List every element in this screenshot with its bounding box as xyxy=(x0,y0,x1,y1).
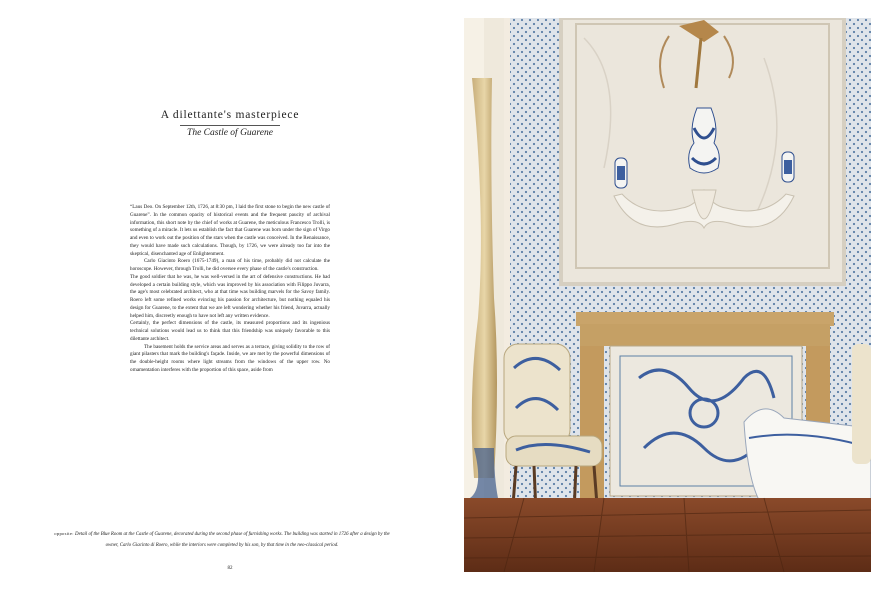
paragraph: The good soldier that he was, he was well-versed in the art of defensive constructions. He had developed a certain building style, which was improved by his association with Filippo Juvarra, the age's most celebrated architect, who at that time was building marvels for the Savoy family. Roero left some refined works evincing his passion for architecture, but nothing equaled his design for Guarene, to the extent that we are left wondering whether his friend, Juvarra, actually helped him, discreetly enough to have not left any written evidence. xyxy=(130,273,330,319)
caption-lead: opposite: xyxy=(54,531,74,536)
paragraph: “Laus Deo. On September 12th, 1726, at 8:30 pm, I laid the first stone to begin the new castle of Guarene”. In the common opacity of historical events and the frequent paucity of archival information, this short note by the chief of works at Guarene, the meticulous Francesco Trolli, is something of a miracle. It lets us establish the fact that Guarene was born under the sign of Virgo and even to work out the position of the stars when the castle was conceived. In the Renaissance, they would have made such calculations. Though, by 1726, we were already too far into the skeptical, disenchanted age of Enlightenment. xyxy=(130,204,330,257)
page-number: 82 xyxy=(227,566,233,571)
paragraph: Certainly, the perfect dimensions of the castle, its measured proportions and its ingenious technical solutions would lead us to think that this friendship was uniquely favorable to this dilettante architect. xyxy=(130,320,330,342)
paragraph: Carlo Giacinto Roero (1675-1749), a man of his time, probably did not calculate the horoscope. However, through Trolli, he did oversee every phase of the castle's construction. xyxy=(130,258,330,272)
body-text xyxy=(130,204,330,375)
caption-text: Detail of the Blue Room at the Castle of Guarene, decorated during the second phase of furnishing works. The building was started in 1726 after a design by the owner, Carlo Giacinto di Roero, while the interiors were completed by his son, by that time in the neo-classical period. xyxy=(75,532,390,548)
paragraph: The basement holds the service areas and serves as a terrace, giving solidity to the row of giant pilasters that mark the building's façade. Inside, we are met by the powerful dimensions of the double-height rooms where light streams from the windows of the upper row. No ornamentation interferes with the proportion of this space, aside from xyxy=(130,343,330,373)
interior-photo xyxy=(464,18,871,572)
fireplace-mantel xyxy=(576,312,834,326)
chapter-subtitle: The Castle of Guarene xyxy=(187,128,273,138)
chapter-title: A dilettante's masterpiece xyxy=(160,109,300,121)
photo-caption xyxy=(52,528,392,551)
title-divider xyxy=(180,125,280,126)
